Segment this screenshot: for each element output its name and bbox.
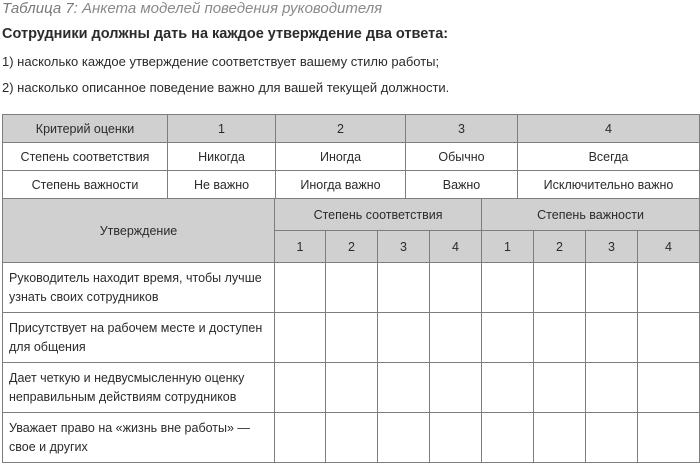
- score-header: 4: [430, 231, 482, 263]
- instruction-2: 2) насколько описанное поведение важно для вашей текущей должности.: [2, 80, 450, 95]
- answer-cell[interactable]: [534, 413, 586, 463]
- scale-cell: Не важно: [168, 171, 276, 199]
- scale-row-label: Степень соответствия: [3, 143, 168, 171]
- score-header: 4: [638, 231, 700, 263]
- answer-cell[interactable]: [326, 413, 378, 463]
- answer-cell[interactable]: [275, 363, 326, 413]
- caption-label: Таблица 7:: [2, 0, 78, 17]
- group-header-importance: Степень важности: [482, 199, 700, 231]
- scale-row-conformity: [3, 143, 700, 171]
- score-header: 3: [586, 231, 638, 263]
- answer-cell[interactable]: [378, 363, 430, 413]
- answer-cell[interactable]: [430, 263, 482, 313]
- answer-cell[interactable]: [430, 313, 482, 363]
- answer-cell[interactable]: [482, 413, 534, 463]
- answer-cell[interactable]: [326, 363, 378, 413]
- group-header-conformity: Степень соответствия: [275, 199, 482, 231]
- instructions-heading: Сотрудники должны дать на каждое утверждение два ответа:: [2, 26, 449, 42]
- scale-row-importance: [3, 171, 700, 199]
- answer-cell[interactable]: [430, 413, 482, 463]
- table-row: [3, 263, 700, 313]
- table-row: [3, 413, 700, 463]
- answer-cell[interactable]: [275, 413, 326, 463]
- answer-cell[interactable]: [534, 313, 586, 363]
- answer-cell[interactable]: [378, 313, 430, 363]
- answer-cell[interactable]: [586, 313, 638, 363]
- scale-header-criterion: Критерий оценки: [3, 115, 168, 143]
- caption-text: Анкета моделей поведения руководителя: [82, 0, 383, 17]
- answer-cell[interactable]: [482, 263, 534, 313]
- scale-header-2: 2: [276, 115, 406, 143]
- table-row: [3, 363, 700, 413]
- scale-cell: Всегда: [518, 143, 700, 171]
- statement-text: Дает четкую и недвусмысленную оценку неправильным действиям сотрудников: [3, 363, 275, 413]
- scale-cell: Никогда: [168, 143, 276, 171]
- statement-text: Руководитель находит время, чтобы лучше узнать своих сотрудников: [3, 263, 275, 313]
- answer-cell[interactable]: [326, 263, 378, 313]
- answer-cell[interactable]: [638, 313, 700, 363]
- answer-cell[interactable]: [482, 313, 534, 363]
- scale-row-label: Степень важности: [3, 171, 168, 199]
- score-header: 3: [378, 231, 430, 263]
- scale-header-1: 1: [168, 115, 276, 143]
- scale-header-row: [3, 115, 700, 143]
- instruction-1: 1) насколько каждое утверждение соответствует вашему стилю работы;: [2, 54, 440, 69]
- answer-cell[interactable]: [638, 413, 700, 463]
- scale-cell: Обычно: [406, 143, 518, 171]
- questionnaire-table: [2, 198, 700, 463]
- answer-cell[interactable]: [326, 313, 378, 363]
- questionnaire-group-header-row: [3, 199, 700, 231]
- answer-cell[interactable]: [482, 363, 534, 413]
- statement-text: Уважает право на «жизнь вне работы» — свое и других: [3, 413, 275, 463]
- answer-cell[interactable]: [586, 413, 638, 463]
- score-header: 1: [482, 231, 534, 263]
- scale-header-4: 4: [518, 115, 700, 143]
- score-header: 1: [275, 231, 326, 263]
- answer-cell[interactable]: [638, 363, 700, 413]
- answer-cell[interactable]: [534, 363, 586, 413]
- answer-cell[interactable]: [378, 263, 430, 313]
- answer-cell[interactable]: [638, 263, 700, 313]
- answer-cell[interactable]: [275, 263, 326, 313]
- score-header: 2: [534, 231, 586, 263]
- statement-header: Утверждение: [3, 199, 275, 263]
- score-header: 2: [326, 231, 378, 263]
- answer-cell[interactable]: [378, 413, 430, 463]
- scale-cell: Исключительно важно: [518, 171, 700, 199]
- answer-cell[interactable]: [534, 263, 586, 313]
- scale-cell: Иногда важно: [276, 171, 406, 199]
- answer-cell[interactable]: [586, 263, 638, 313]
- rating-scale-table: [2, 114, 700, 199]
- scale-cell: Иногда: [276, 143, 406, 171]
- table-row: [3, 313, 700, 363]
- answer-cell[interactable]: [275, 313, 326, 363]
- answer-cell[interactable]: [430, 363, 482, 413]
- scale-header-3: 3: [406, 115, 518, 143]
- table-caption: [2, 0, 382, 17]
- scale-cell: Важно: [406, 171, 518, 199]
- statement-text: Присутствует на рабочем месте и доступен для общения: [3, 313, 275, 363]
- answer-cell[interactable]: [586, 363, 638, 413]
